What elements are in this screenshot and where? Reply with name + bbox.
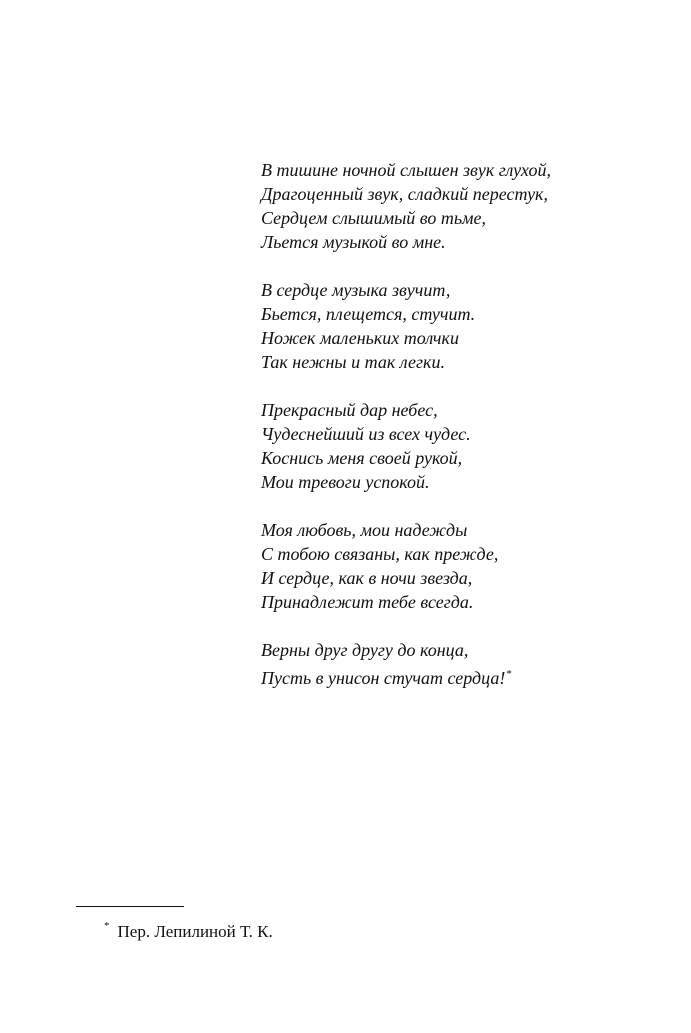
poem-line: Мои тревоги успокой. bbox=[261, 472, 430, 492]
poem-line: Моя любовь, мои надежды bbox=[261, 520, 468, 540]
poem bbox=[261, 158, 681, 714]
poem-line: Чудеснейший из всех чудес. bbox=[261, 424, 471, 444]
stanza-1 bbox=[261, 158, 681, 254]
footnote-divider bbox=[76, 906, 184, 907]
stanza-4 bbox=[261, 518, 681, 614]
poem-line: Так нежны и так легки. bbox=[261, 352, 445, 372]
poem-line: В сердце музыка звучит, bbox=[261, 280, 451, 300]
poem-line: Бьется, плещется, стучит. bbox=[261, 304, 476, 324]
footnote bbox=[104, 914, 273, 944]
poem-line-last bbox=[261, 662, 681, 690]
poem-line: С тобою связаны, как прежде, bbox=[261, 544, 499, 564]
stanza-5 bbox=[261, 638, 681, 690]
footnote-text: Пер. Лепилиной Т. К. bbox=[117, 922, 273, 941]
poem-line: Льется музыкой во мне. bbox=[261, 232, 446, 252]
poem-line: И сердце, как в ночи звезда, bbox=[261, 568, 473, 588]
poem-line: Принадлежит тебе всегда. bbox=[261, 592, 474, 612]
stanza-2 bbox=[261, 278, 681, 374]
stanza-3 bbox=[261, 398, 681, 494]
poem-line: Верны друг другу до конца, bbox=[261, 640, 469, 660]
poem-line-text: Пусть в унисон стучат сердца! bbox=[261, 668, 506, 688]
footnote-marker: * bbox=[104, 920, 110, 932]
poem-line: Коснись меня своей рукой, bbox=[261, 448, 463, 468]
poem-line: В тишине ночной слышен звук глухой, bbox=[261, 160, 551, 180]
footnote-reference[interactable]: * bbox=[506, 668, 512, 680]
poem-line: Драгоценный звук, сладкий перестук, bbox=[261, 184, 548, 204]
poem-line: Ножек маленьких толчки bbox=[261, 328, 459, 348]
poem-line: Сердцем слышимый во тьме, bbox=[261, 208, 486, 228]
poem-line: Прекрасный дар небес, bbox=[261, 400, 438, 420]
